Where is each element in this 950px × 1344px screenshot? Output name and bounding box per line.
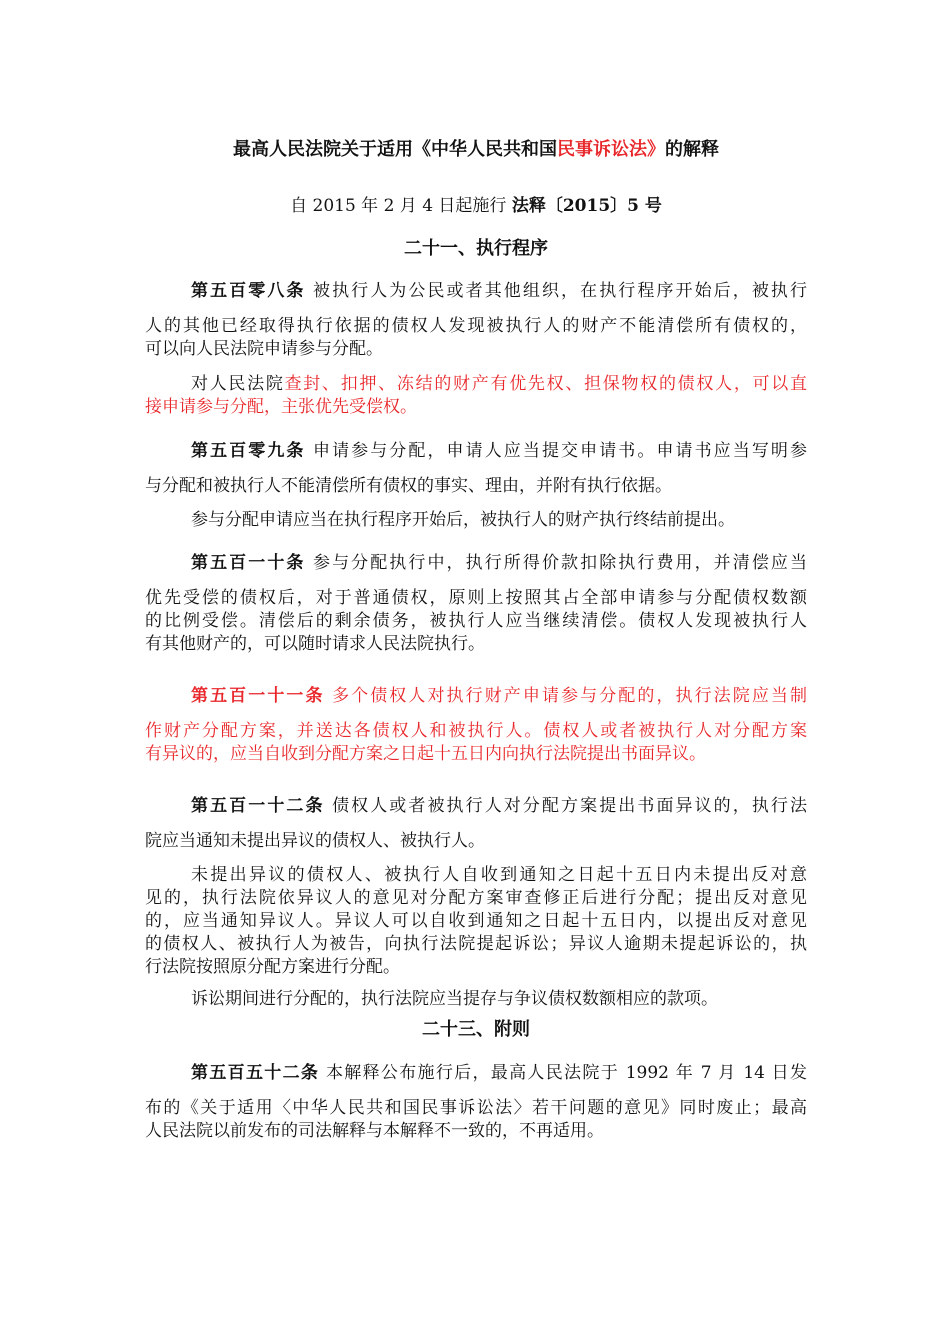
article-508: 第五百零八条 被执行人为公民或者其他组织，在执行程序开始后，被执行 人的其他已经取得执行依据的债权人发现被执行人的财产不能清偿所有债权的， 可以向人民法院申请参与分配。	[145, 281, 807, 359]
article-508-paragraph-2: 对人民法院查封、扣押、冻结的财产有优先权、担保物权的债权人，可以直 接申请参与分配，主张优先受偿权。	[145, 374, 807, 417]
section-heading-supplementary: 二十三、附则	[422, 1019, 530, 1040]
article-label: 第五百一十条	[191, 553, 306, 573]
title-tail: 的解释	[665, 139, 719, 160]
document-subtitle	[145, 194, 807, 218]
section-heading-execution: 二十一、执行程序	[404, 238, 548, 259]
document-number: 法释〔2015〕5 号	[511, 196, 662, 216]
article-label: 第五百零九条	[191, 441, 306, 461]
article-label: 第五百零八条	[191, 281, 306, 301]
title-highlight: 民事诉讼法》	[557, 139, 665, 160]
effective-date: 自 2015 年 2 月 4 日起施行	[290, 196, 507, 216]
article-label: 第五百一十一条	[191, 686, 325, 706]
article-509: 第五百零九条 申请参与分配，申请人应当提交申请书。申请书应当写明参 与分配和被执行人不能清偿所有债权的事实、理由，并附有执行依据。	[145, 441, 807, 496]
article-509-paragraph-2: 参与分配申请应当在执行程序开始后，被执行人的财产执行终结前提出。	[191, 510, 735, 530]
article-label: 第五百一十二条	[191, 796, 325, 816]
article-512-paragraph-2: 未提出异议的债权人、被执行人自收到通知之日起十五日内未提出反对意 见的，执行法院依异议人的意见对分配方案审查修正后进行分配；提出反对意见 的，应当通知异议人。异议人可以自收到通知之日起十五日内，以提出反对意见 的债权人、被执行人为被告，向执行法院提起诉讼；异议人逾期未提起诉讼的，执 行法院按照原分配方案进行分配。	[145, 865, 807, 977]
article-510: 第五百一十条 参与分配执行中，执行所得价款扣除执行费用，并清偿应当 优先受偿的债权后，对于普通债权，原则上按照其占全部申请参与分配债权数额 的比例受偿。清偿后的剩余债务，被执行人应当继续清偿。债权人发现被执行人 有其他财产的，可以随时请求人民法院执行。	[145, 553, 807, 654]
document-title	[145, 138, 807, 162]
article-512-paragraph-3: 诉讼期间进行分配的，执行法院应当提存与争议债权数额相应的款项。	[191, 989, 718, 1009]
article-label: 第五百五十二条	[191, 1063, 320, 1083]
article-512: 第五百一十二条 债权人或者被执行人对分配方案提出书面异议的，执行法 院应当通知未提出异议的债权人、被执行人。	[145, 796, 807, 851]
article-511: 第五百一十一条 多个债权人对执行财产申请参与分配的，执行法院应当制 作财产分配方案，并送达各债权人和被执行人。债权人或者被执行人对分配方案 有异议的，应当自收到分配方案之日起十五日内向执行法院提出书面异议。	[145, 686, 807, 764]
article-552: 第五百五十二条 本解释公布施行后，最高人民法院于 1992 年 7 月 14 日发 布的《关于适用〈中华人民共和国民事诉讼法〉若干问题的意见》同时废止；最高 人民法院以前发布的司法解释与本解释不一致的，不再适用。	[145, 1063, 807, 1141]
title-main: 最高人民法院关于适用《中华人民共和国	[233, 139, 557, 160]
